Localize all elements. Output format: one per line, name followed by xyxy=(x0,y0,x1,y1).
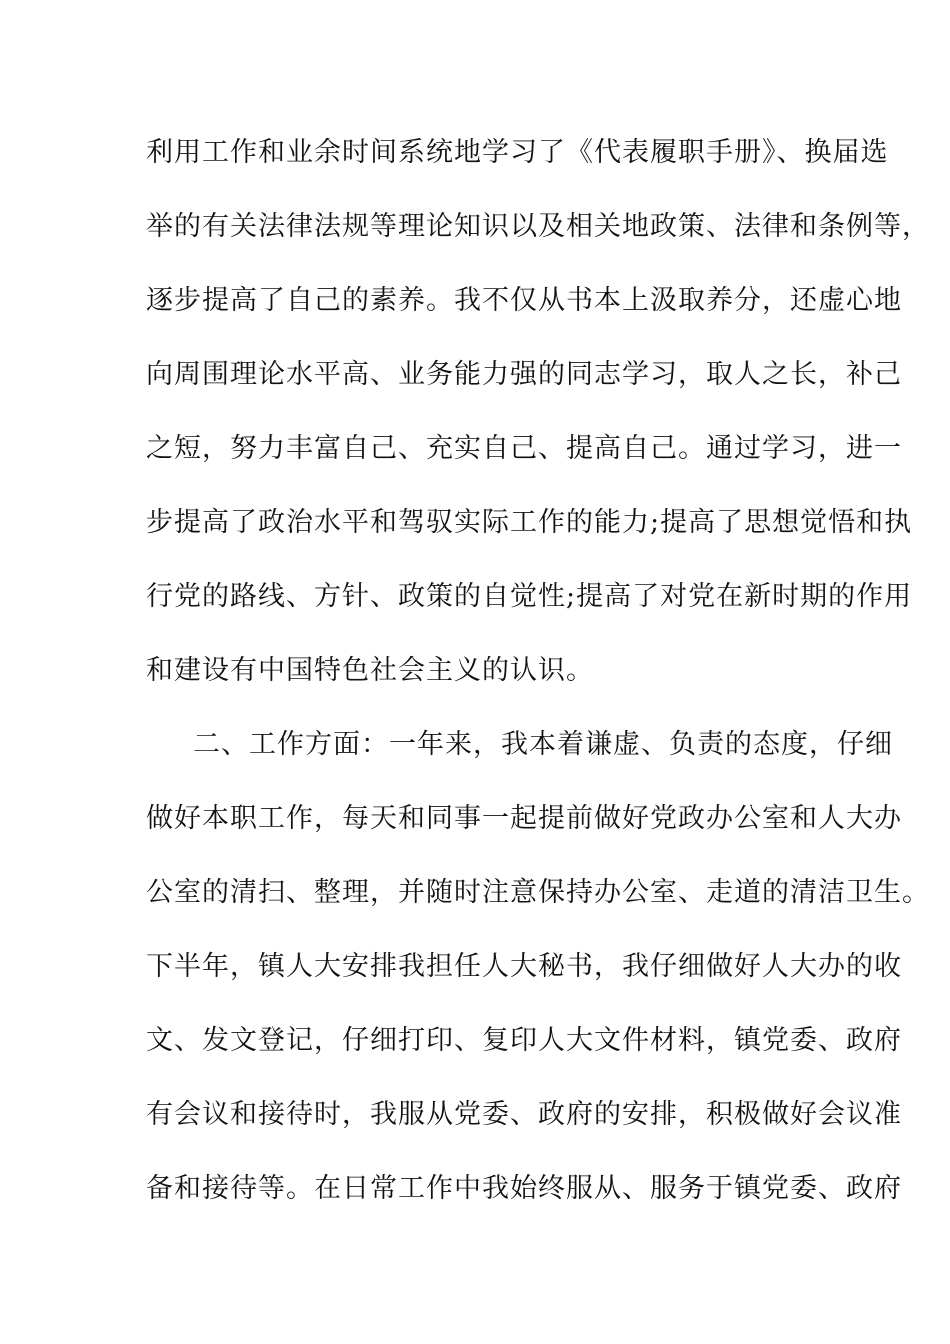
text-line: 有会议和接待时，我服从党委、政府的安排，积极做好会议准 xyxy=(146,1099,902,1130)
text-line: 和建设有中国特色社会主义的认识。 xyxy=(146,655,594,686)
text-line: 公室的清扫、整理，并随时注意保持办公室、走道的清洁卫生。 xyxy=(146,877,930,908)
text-line: 举的有关法律法规等理论知识以及相关地政策、法律和条例等， xyxy=(146,211,930,242)
text-line: 利用工作和业余时间系统地学习了《代表履职手册》、换届选 xyxy=(146,137,889,168)
text-line: 文、发文登记，仔细打印、复印人大文件材料，镇党委、政府 xyxy=(146,1025,902,1056)
paragraph-heading-line: 二、工作方面：一年来，我本着谦虚、负责的态度，仔细 xyxy=(193,729,893,760)
text-line: 下半年，镇人大安排我担任人大秘书，我仔细做好人大办的收 xyxy=(146,951,902,982)
text-line: 备和接待等。在日常工作中我始终服从、服务于镇党委、政府 xyxy=(146,1173,902,1204)
text-line: 步提高了政治水平和驾驭实际工作的能力;提高了思想觉悟和执 xyxy=(146,507,913,538)
text-line: 行党的路线、方针、政策的自觉性;提高了对党在新时期的作用 xyxy=(146,581,913,612)
text-line: 逐步提高了自己的素养。我不仅从书本上汲取养分，还虚心地 xyxy=(146,285,902,316)
text-line: 之短，努力丰富自己、充实自己、提高自己。通过学习，进一 xyxy=(146,433,902,464)
text-line: 做好本职工作，每天和同事一起提前做好党政办公室和人大办 xyxy=(146,803,902,834)
text-line: 向周围理论水平高、业务能力强的同志学习，取人之长，补己 xyxy=(146,359,902,390)
